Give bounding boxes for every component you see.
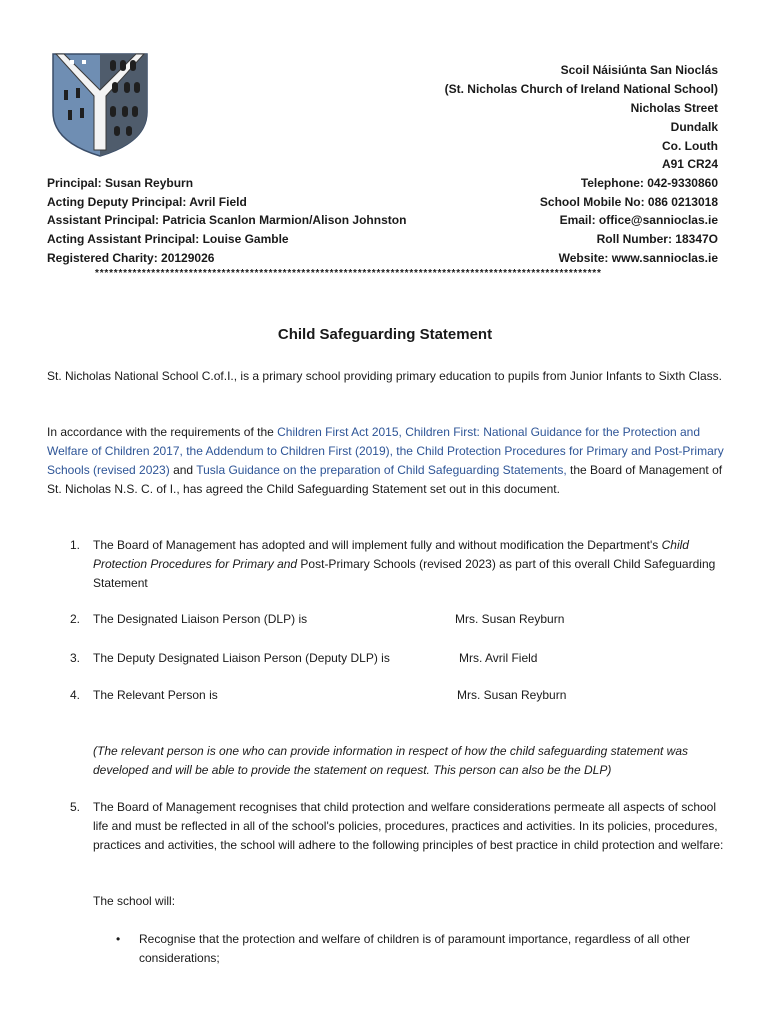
school-mobile: School Mobile No: 086 0213018 [539,195,718,209]
email: Email: office@sannioclas.ie [559,213,718,227]
item-1-text-italic: Child Protection Procedures for Primary and [93,538,689,571]
school-will-label: The school will: [93,894,176,908]
assistant-principal: Assistant Principal: Patricia Scanlon Marmion/Alison Johnston [47,213,407,227]
roll-number: Roll Number: 18347O [596,232,718,246]
deputy-dlp-name: Mrs. Avril Field [459,651,538,665]
address-county: Co. Louth [662,139,718,153]
acting-assistant-principal: Acting Assistant Principal: Louise Gamble [47,232,289,246]
school-crest-logo [50,50,150,160]
school-name-english: (St. Nicholas Church of Ireland National School) [444,82,718,96]
acting-deputy-principal: Acting Deputy Principal: Avril Field [47,195,247,209]
item-3-number: 3. [70,651,81,665]
school-name-irish: Scoil Náisiúnta San Nioclás [560,63,718,77]
intro-paragraph: St. Nicholas National School C.of.I., is a primary school providing primary education to pupils from Junior Infants to Sixth Class. [47,369,722,383]
tusla-guidance-link[interactable]: Tusla Guidance on the preparation of Child Safeguarding Statements, [196,463,567,477]
principal: Principal: Susan Reyburn [47,176,194,190]
relevant-person-name: Mrs. Susan Reyburn [457,688,567,702]
relevant-person-note: (The relevant person is one who can provide information in respect of how the child safeguarding statement was developed and will be able to provide the statement on request. This person can also be the DLP) [93,744,688,777]
item-2-label: The Designated Liaison Person (DLP) is [93,612,308,626]
requirements-and: and [169,463,197,477]
address-eircode: A91 CR24 [661,157,718,171]
item-1-text-a: The Board of Management has adopted and will implement fully and without modification the Department's [93,538,662,552]
registered-charity: Registered Charity: 20129026 [47,251,215,265]
address-street: Nicholas Street [630,101,718,115]
children-first-link[interactable]: Children First Act 2015, Children First: National Guidance for the Protection and Welfare of Children 2017, the Addendum to Children First (2019), the Child Protection Procedures for Primary and Post-Primary Schools (revised 2023) [47,425,724,477]
header-separator: ************************************************************************************************************ [95,268,602,279]
address-town: Dundalk [670,120,718,134]
item-5-number: 5. [70,800,81,814]
requirements-lead: In accordance with the requirements of the [47,425,278,439]
dlp-name: Mrs. Susan Reyburn [455,612,565,626]
page-title: Child Safeguarding Statement [277,326,493,343]
item-3-label: The Deputy Designated Liaison Person (Deputy DLP) is [93,651,390,665]
item-1-number: 1. [70,538,81,552]
item-4-number: 4. [70,688,81,702]
bullet-item-1: Recognise that the protection and welfare of children is of paramount importance, regardless of all other considerations; [139,932,690,965]
requirements-paragraph [47,423,727,499]
requirements-tail: the Board of Management of St. Nicholas N.S. C. of I., has agreed the Child Safeguarding Statement set out in this document. [47,463,723,496]
item-1-text-b: Post-Primary Schools (revised 2023) as part of this overall Child Safeguarding Statement [93,557,716,590]
item-2-number: 2. [70,612,81,626]
item-1-text [93,536,728,593]
website: Website: www.sannioclas.ie [558,251,718,265]
item-5-text: The Board of Management recognises that child protection and welfare considerations permeate all aspects of school life and must be reflected in all of the school's policies, procedures, practices and activities. In its policies, procedures, practices and activities, the school will adhere to the following principles of best practice in child protection and welfare: [93,800,724,852]
telephone: Telephone: 042-9330860 [580,176,718,190]
item-4-label: The Relevant Person is [93,688,218,702]
bullet-marker: • [116,932,121,946]
